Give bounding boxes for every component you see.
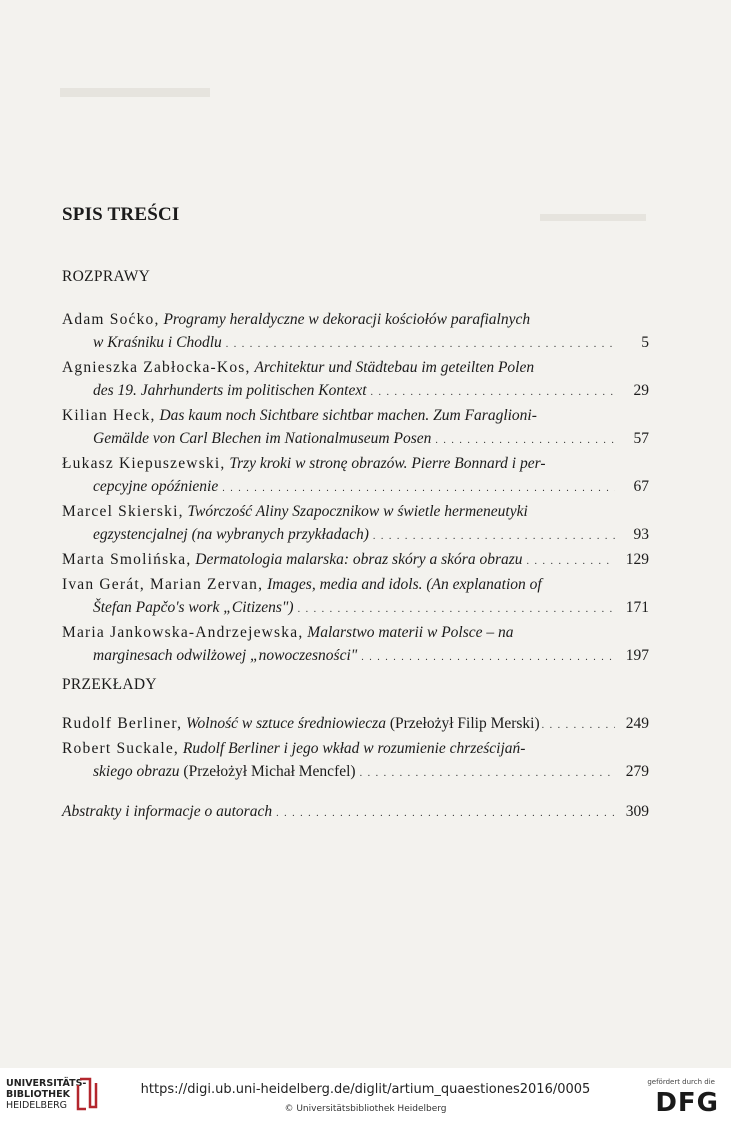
entry-title-cont: skiego obrazu xyxy=(93,763,180,780)
dot-leader xyxy=(371,379,615,404)
library-name-line1: UNIVERSITÄTS- xyxy=(6,1078,87,1089)
entry-page: 197 xyxy=(625,647,649,664)
entry-title-cont: cepcyjne opóźnienie xyxy=(93,478,219,495)
dot-leader xyxy=(276,800,615,825)
entry-author: Maria Jankowska-Andrzejewska, xyxy=(62,624,304,641)
entry-author: Robert Suckale, xyxy=(62,740,180,757)
bleed-through-texture xyxy=(60,88,210,115)
entry-title: Dermatologia malarska: obraz skóry a skóra obrazu xyxy=(195,551,523,568)
entry-title: Trzy kroki w stronę obrazów. Pierre Bonnard i per- xyxy=(229,455,546,472)
entry-title-cont: Štefan Papčo's work „Citizens") xyxy=(93,599,294,616)
entry-page: 29 xyxy=(633,382,649,399)
toc-entry[interactable] xyxy=(62,737,649,785)
library-name-line2: BIBLIOTHEK xyxy=(6,1089,70,1100)
toc-entry[interactable] xyxy=(62,548,649,573)
entry-title: Architektur und Städtebau im geteilten Polen xyxy=(254,359,535,376)
page-title: SPIS TREŚCI xyxy=(62,204,180,225)
toc-entry[interactable] xyxy=(62,500,649,548)
toc-entry[interactable] xyxy=(62,356,649,404)
entry-page: 93 xyxy=(633,526,649,543)
entry-title-cont: Gemälde von Carl Blechen im Nationalmuseum Posen xyxy=(93,430,432,447)
dot-leader xyxy=(373,523,615,548)
entry-page: 67 xyxy=(633,478,649,495)
entry-author: Rudolf Berliner, xyxy=(62,715,183,732)
toc-entry[interactable] xyxy=(62,452,649,500)
entry-author: Marta Smolińska, xyxy=(62,551,192,568)
entry-translator: (Przełożył Michał Mencfel) xyxy=(183,763,356,780)
entry-page: 57 xyxy=(633,430,649,447)
funding-note: gefördert durch die xyxy=(647,1078,715,1086)
toc-list-rozprawy xyxy=(62,308,649,669)
entry-title-cont: w Kraśniku i Chodlu xyxy=(93,334,222,351)
entry-author: Adam Soćko, xyxy=(62,311,160,328)
entry-title: Wolność w sztuce średniowiecza xyxy=(186,715,386,732)
toc-entry[interactable] xyxy=(62,800,649,825)
toc-list-przeklady xyxy=(62,712,649,785)
section-heading-przeklady: PRZEKŁADY xyxy=(62,676,157,693)
entry-title-cont: des 19. Jahrhunderts im politischen Kontext xyxy=(93,382,367,399)
entry-author: Marcel Skierski, xyxy=(62,503,184,520)
bleed-through-texture xyxy=(540,214,646,235)
toc-entry[interactable] xyxy=(62,712,649,737)
dot-leader xyxy=(298,596,615,621)
entry-author: Agnieszka Zabłocka-Kos, xyxy=(62,359,251,376)
entry-title-cont: egzystencjalnej (na wybranych przykładach) xyxy=(93,526,369,543)
entry-page: 279 xyxy=(625,763,649,780)
dot-leader xyxy=(361,644,615,669)
toc-entry[interactable] xyxy=(62,621,649,669)
entry-page: 249 xyxy=(625,715,649,732)
entry-title: Images, media and idols. (An explanation of xyxy=(267,576,542,593)
library-name-line3: HEIDELBERG xyxy=(6,1100,68,1111)
entry-title-cont: marginesach odwilżowej „nowoczesności" xyxy=(93,647,358,664)
entry-page: 171 xyxy=(625,599,649,616)
entry-author: Kilian Heck, xyxy=(62,407,156,424)
section-heading-rozprawy: ROZPRAWY xyxy=(62,268,151,285)
entry-author: Łukasz Kiepuszewski, xyxy=(62,455,226,472)
entry-title: Malarstwo materii w Polsce – na xyxy=(307,624,514,641)
entry-title: Twórczość Aliny Szapocznikow w świetle hermeneutyki xyxy=(187,503,528,520)
page-url-link[interactable]: https://digi.ub.uni-heidelberg.de/diglit/artium_quaestiones2016/0005 xyxy=(140,1082,591,1097)
dot-leader xyxy=(527,548,615,573)
entry-translator: (Przełożył Filip Merski) xyxy=(389,715,540,732)
toc-entry[interactable] xyxy=(62,573,649,621)
entry-author: Ivan Gerát, Marian Zervan, xyxy=(62,576,264,593)
dfg-logo[interactable]: DFG xyxy=(655,1088,719,1118)
entry-title: Abstrakty i informacje o autorach xyxy=(62,803,273,820)
dot-leader xyxy=(542,712,615,737)
toc-entry[interactable] xyxy=(62,404,649,452)
entry-page: 129 xyxy=(625,551,649,568)
entry-page: 5 xyxy=(641,334,649,351)
dot-leader xyxy=(222,475,615,500)
copyright-notice: © Universitätsbibliothek Heidelberg xyxy=(284,1104,447,1114)
toc-list-final xyxy=(62,800,649,825)
entry-page: 309 xyxy=(625,803,649,820)
entry-title: Programy heraldyczne w dekoracji kościołów parafialnych xyxy=(163,311,531,328)
viewer-footer xyxy=(0,1068,731,1124)
dot-leader xyxy=(435,427,615,452)
toc-entry[interactable] xyxy=(62,308,649,356)
dot-leader xyxy=(360,760,615,785)
entry-title: Das kaum noch Sichtbare sichtbar machen. Zum Faraglioni- xyxy=(159,407,537,424)
entry-title: Rudolf Berliner i jego wkład w rozumienie chrześcijań- xyxy=(182,740,526,757)
dot-leader xyxy=(226,331,615,356)
